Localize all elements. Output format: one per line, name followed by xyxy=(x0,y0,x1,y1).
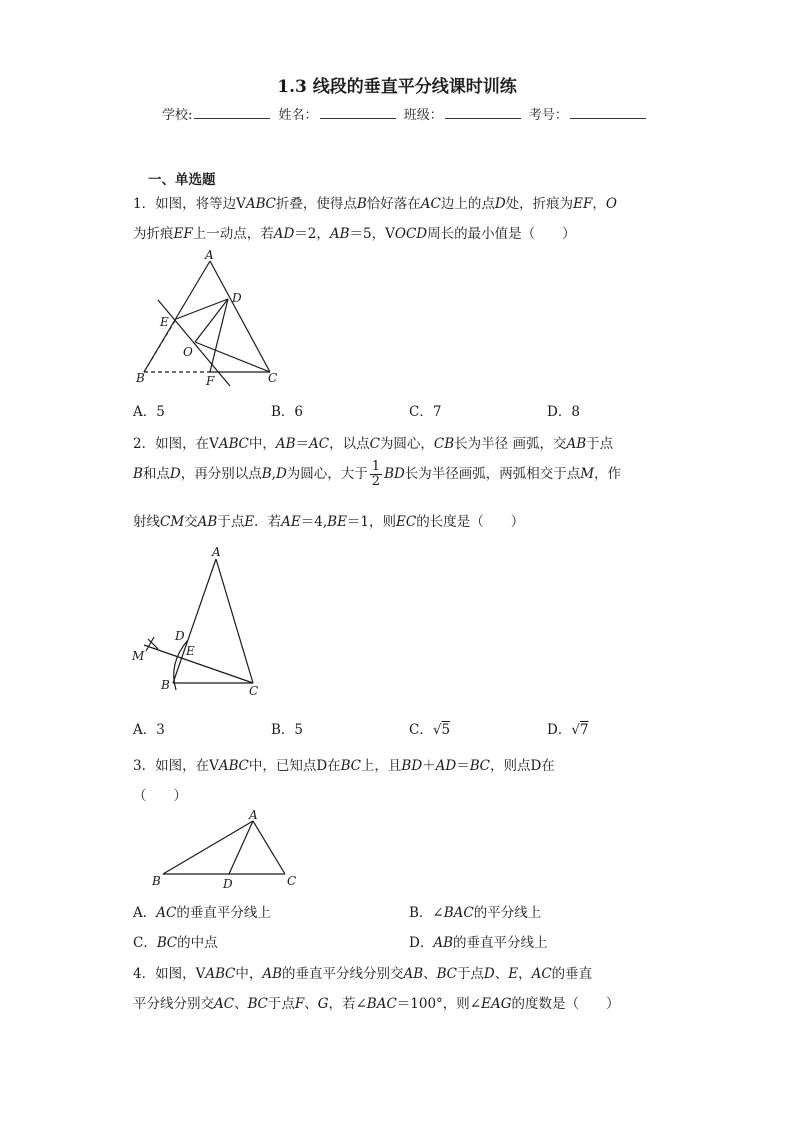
q2-option-a[interactable]: A．3 xyxy=(133,722,165,738)
q1-label-c: C xyxy=(268,371,278,385)
class-label: 班级： xyxy=(403,108,443,123)
q3-side-ab xyxy=(163,821,253,874)
q2-frac-denominator: 2 xyxy=(371,474,381,489)
q3-segment-ad xyxy=(229,821,253,874)
q3-label-d: D xyxy=(223,877,233,891)
q4-line1: 4．如图，V𝐴𝐵𝐶中，𝐴𝐵的垂直平分线分别交𝐴𝐵、𝐵𝐶于点𝐷、𝐸，𝐴𝐶的垂直 xyxy=(133,966,593,982)
q2-label-a: A xyxy=(212,545,221,559)
q1-option-a[interactable]: A．5 xyxy=(133,404,165,420)
q3-label-c: C xyxy=(287,874,297,888)
q2-option-d-prefix: D． xyxy=(547,722,572,738)
number-blank[interactable] xyxy=(570,106,646,119)
q1-label-e: E xyxy=(160,315,169,329)
q3-line1: 3．如图，在V𝐴𝐵𝐶中，已知点D在𝐵𝐶上，且𝐵𝐷＋𝐴𝐷＝𝐵𝐶，则点D在 xyxy=(133,758,555,774)
q1-fold-line xyxy=(158,300,230,386)
class-blank[interactable] xyxy=(445,106,521,119)
q3-option-b[interactable]: B．∠𝐵𝐴𝐶的平分线上 xyxy=(409,905,542,921)
q2-label-d: D xyxy=(175,629,185,643)
q1-label-d: D xyxy=(232,291,242,305)
q1-side-ab xyxy=(144,261,210,372)
page-title: 1.3 线段的垂直平分线课时训练 xyxy=(277,77,517,97)
q1-label-a: A xyxy=(205,248,214,262)
q1-line1: 1．如图，将等边V𝐴𝐵𝐶折叠，使得点𝐵恰好落在𝐴𝐶边上的点𝐷处，折痕为𝐸𝐹，𝑂 xyxy=(133,196,617,212)
section-heading: 一、单选题 xyxy=(148,172,216,188)
q3-line2: （ ） xyxy=(133,788,187,804)
q2-line1: 2．如图，在V𝐴𝐵𝐶中，𝐴𝐵＝𝐴𝐶，以点𝐶为圆心，𝐶𝐵长为半径 画弧，交𝐴𝐵于点 xyxy=(133,436,614,452)
q1-line2: 为折痕𝐸𝐹上一动点，若𝐴𝐷＝2，𝐴𝐵＝5，V𝑂𝐶𝐷周长的最小值是（ ） xyxy=(133,226,576,242)
q2-option-c-prefix: C． xyxy=(409,722,433,738)
q2-option-c[interactable]: C．√5 xyxy=(409,722,451,738)
q2-line2-start: 𝐵和点𝐷，再分别以点𝐵,𝐷为圆心，大于 xyxy=(133,466,368,482)
q2-option-d[interactable]: D．√7 xyxy=(547,722,589,738)
student-info-line xyxy=(162,104,650,123)
q1-option-c[interactable]: C．7 xyxy=(409,404,442,420)
q1-figure xyxy=(130,248,290,390)
number-label: 考号： xyxy=(528,108,568,123)
school-label: 学校: xyxy=(162,108,193,123)
q1-label-f: F xyxy=(206,374,215,388)
q1-side-ac xyxy=(210,261,270,372)
q1-option-b[interactable]: B．6 xyxy=(271,404,304,420)
q3-option-c[interactable]: C．𝐵𝐶的中点 xyxy=(133,935,218,951)
q2-fraction xyxy=(370,460,382,489)
q2-frac-numerator: 1 xyxy=(371,459,381,474)
q2-label-m: M xyxy=(132,649,145,663)
q3-figure xyxy=(145,808,305,893)
q1-label-b: B xyxy=(136,371,145,385)
q2-label-e: E xyxy=(186,644,195,658)
school-blank[interactable] xyxy=(194,106,270,119)
name-blank[interactable] xyxy=(320,106,396,119)
q2-line3: 射线𝐶𝑀交𝐴𝐵于点𝐸．若𝐴𝐸＝4,𝐵𝐸＝1，则𝐸𝐶的长度是（ ） xyxy=(133,514,525,530)
q3-label-b: B xyxy=(152,874,161,888)
q3-option-a[interactable]: A．𝐴𝐶的垂直平分线上 xyxy=(133,905,271,921)
q2-line2 xyxy=(133,460,621,489)
q2-side-ac xyxy=(216,559,253,683)
q1-option-d[interactable]: D．8 xyxy=(547,404,580,420)
q3-label-a: A xyxy=(249,808,258,822)
q3-side-ac xyxy=(253,821,285,874)
q2-label-c: C xyxy=(249,684,259,698)
q2-label-b: B xyxy=(161,678,170,692)
q2-option-b[interactable]: B．5 xyxy=(271,722,304,738)
q2-option-c-radicand: 5 xyxy=(441,722,451,738)
name-label: 姓名： xyxy=(278,108,318,123)
q3-option-d[interactable]: D．𝐴𝐵的垂直平分线上 xyxy=(409,935,548,951)
q1-label-o: O xyxy=(183,345,193,359)
q2-side-ab xyxy=(173,559,216,683)
q2-figure xyxy=(128,545,278,700)
q2-line2-end: 𝐵𝐷长为半径画弧，两弧相交于点𝑀，作 xyxy=(384,466,622,482)
q4-line2: 平分线分别交𝐴𝐶、𝐵𝐶于点𝐹、𝐺，若∠𝐵𝐴𝐶＝100°，则∠𝐸𝐴𝐺的度数是（ ） xyxy=(133,996,620,1012)
q2-option-d-radicand: 7 xyxy=(579,722,589,738)
